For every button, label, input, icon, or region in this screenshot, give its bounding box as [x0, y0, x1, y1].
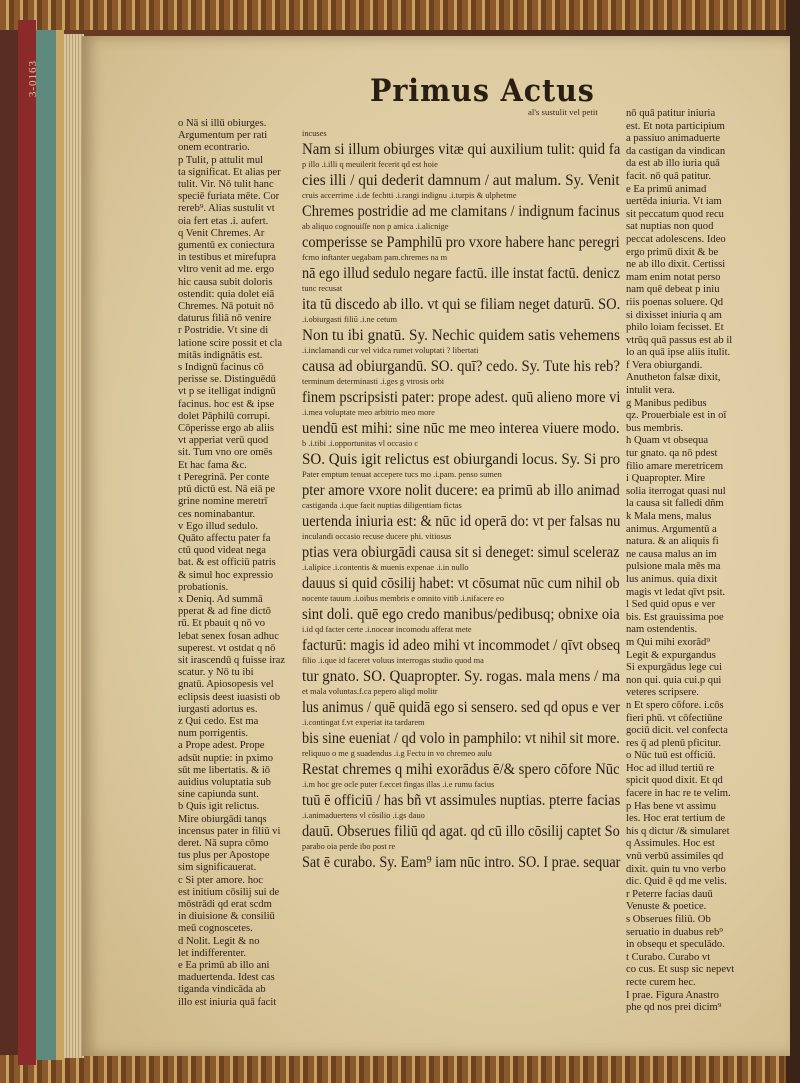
- commentary-line: c Si pter amore. hoc: [178, 874, 264, 886]
- commentary-line: la causa sit falledi dñm: [626, 498, 724, 510]
- main-text-line: uendū est mihi: sine nūc me meo interea viuere modo.: [302, 419, 620, 437]
- commentary-line: x Deniq. Ad summā: [178, 593, 263, 605]
- commentary-line: bat. & est officiū patris: [178, 557, 276, 569]
- commentary-line: scatur. y Nō tu ibi: [178, 667, 254, 679]
- commentary-line: gumentū ex coniectura: [178, 240, 275, 252]
- commentary-line: vt p se itelligat indignū: [178, 386, 276, 398]
- interlinear-gloss: inculandi occasio recuse ducere phi. vitiosus: [302, 532, 452, 541]
- commentary-line: maduertenda. Idest cas: [178, 972, 275, 984]
- commentary-line: in diuisione & consiliū: [178, 911, 275, 923]
- commentary-line: superest. vt ostdat q nō: [178, 642, 276, 654]
- main-text-line: finem pscripsisti pater: prope adest. quū alieno more vi: [302, 388, 621, 406]
- commentary-line: pulsione mala mēs ma: [626, 561, 721, 573]
- commentary-line: Mire obiurgādi tanqs: [178, 813, 267, 825]
- main-text-line: nā ego illud sedulo negare factū. ille instat factū. denicz: [302, 264, 620, 282]
- commentary-line: intulit vera.: [626, 385, 675, 397]
- commentary-line: incensus pater in filiū vi: [178, 825, 281, 837]
- commentary-line: phe qd nos prei dicim⁹: [626, 1002, 722, 1014]
- commentary-line: Anutheton falsæ dixit,: [626, 372, 721, 384]
- commentary-line: bus membris.: [626, 422, 684, 434]
- commentary-line: nō quā patitur iniuria: [626, 108, 716, 119]
- commentary-line: dolet Pāphilū corrupi.: [178, 410, 271, 422]
- commentary-line: I prae. Figura Anastro: [626, 989, 719, 1001]
- interlinear-gloss: ab aliquo cognouiſſe non p amica .i.alicnige: [302, 222, 449, 231]
- commentary-line: les. Hoc erat tertium de: [626, 813, 726, 825]
- commentary-line: tulit. Vir. Nō tulit hanc: [178, 179, 274, 191]
- main-text-line: facturū: magis id adeo mihi vt incommodet / qīvt obseq: [302, 636, 621, 654]
- commentary-line: v Ego illud sedulo.: [178, 520, 259, 532]
- interlinear-gloss: cruis accerrime .i.de fechtti .i.rangi indignu .i.turpis & ulphetme: [302, 191, 517, 200]
- commentary-line: sūt me libertatis. & iō: [178, 764, 271, 776]
- interlinear-gloss: incuses: [302, 129, 327, 138]
- commentary-line: adsūt nuptie: in pximo: [178, 752, 274, 764]
- commentary-line: q Venit Chremes. Ar: [178, 227, 265, 239]
- commentary-line: r Peterre facias dauū: [626, 888, 713, 900]
- commentary-line: a Prope adest. Prope: [178, 740, 265, 752]
- interlinear-gloss: .i.mea voluptate meo arbitrio meo more: [302, 408, 435, 417]
- commentary-line: ces nominabantur.: [178, 508, 256, 520]
- commentary-line: ostendit: quia dolet eiā: [178, 288, 275, 300]
- commentary-line: uertēda iniuria. Vt iam: [626, 196, 722, 208]
- commentary-line: est. Et nota participium: [626, 120, 725, 132]
- commentary-line: philo loiam fecisset. Et: [626, 322, 724, 334]
- commentary-line: auidius voluptatia sub: [178, 776, 271, 788]
- commentary-line: in testibus et mirefupra: [178, 252, 276, 264]
- commentary-line: da castigan da vindican: [626, 145, 726, 157]
- main-text-line: SO. Quis igit relictus est obiurgandi locus. Sy. Si pro: [302, 450, 621, 468]
- commentary-line: b Quis igit relictus.: [178, 801, 260, 813]
- interlinear-gloss: tunc recusat: [302, 284, 343, 293]
- commentary-line: gnatū. Apiosopesis vel: [178, 679, 274, 691]
- commentary-line: n Et spero cōfore. i.cōs: [626, 699, 724, 711]
- commentary-line: ne ab illo dixit. Certissi: [626, 259, 726, 271]
- commentary-line: animus. Argumentū a: [626, 523, 717, 535]
- interlinear-gloss: .i.m hoc gre ocle puter f.eccet fingas illas .i.e rumu facius: [302, 780, 495, 789]
- main-text-column: [302, 128, 620, 872]
- commentary-line: ptū dictū est. Nā eiā pe: [178, 484, 276, 496]
- main-text-line: ita tū discedo ab illo. vt qui se filiam neget daturū. SO.: [302, 295, 621, 313]
- main-text-line: Nam si illum obiurges vitæ qui auxilium tulit: quid fa: [302, 140, 621, 158]
- commentary-line: p Has bene vt assimu: [626, 800, 717, 812]
- main-text-line: causa ad obiurgandū. SO. quī? cedo. Sy. Tute his reb?: [302, 357, 620, 375]
- commentary-line: si dixisset iniuria q am: [626, 309, 722, 321]
- top-gloss: al's sustulit vel petit: [528, 107, 598, 117]
- commentary-line: Quāto affectu pater fa: [178, 532, 271, 544]
- main-text-line: tur gnato. SO. Quapropter. Sy. rogas. mala mens / ma: [302, 667, 621, 685]
- commentary-line: vltro venit ad me. ergo: [178, 264, 275, 276]
- commentary-line: riis poenas soluere. Qd: [626, 296, 724, 308]
- commentary-line: e Ea primū animad: [626, 183, 707, 195]
- commentary-line: seruatio in duabus reb⁹: [626, 926, 723, 938]
- commentary-line: mitās indignātis est.: [178, 349, 263, 361]
- commentary-line: vtrūq quā passus est ab il: [626, 334, 733, 346]
- commentary-line: d Nolit. Legit & no: [178, 935, 260, 947]
- main-text-line: comperisse se Pamphilū pro vxore habere hanc peregri: [302, 233, 620, 251]
- main-text-line: pter amore vxore nolit ducere: ea primū ab illo animad: [302, 481, 620, 499]
- commentary-line: ne causa malus an im: [626, 548, 717, 560]
- commentary-line: vt apperiat verū quod: [178, 435, 269, 447]
- interlinear-gloss: p illo .i.illi q meuilerit fecerit qd est hoie: [302, 160, 438, 169]
- commentary-line: vnū verbū assimiles qd: [626, 851, 724, 863]
- commentary-line: t Curabo. Curabo vt: [626, 951, 711, 963]
- commentary-line: recte curem hec.: [626, 976, 696, 988]
- commentary-line: nam quē debeat p iniu: [626, 284, 720, 296]
- commentary-line: mam enim notat perso: [626, 271, 721, 283]
- interlinear-gloss: Pater emptum tenuat accepere tucs mo .i.pam. penso sumen: [302, 470, 502, 479]
- interlinear-gloss: castiganda .i.que facit nuptias diligentiam fictas: [302, 501, 462, 510]
- commentary-line: ctū quod videat nega: [178, 545, 266, 557]
- commentary-line: sit. Tum vno ore omēs: [178, 447, 273, 459]
- commentary-line: ergo primū dixit & be: [626, 246, 719, 258]
- commentary-line: tus plus per Apostope: [178, 850, 270, 862]
- commentary-line: Legit & expurgandus: [626, 649, 716, 661]
- commentary-line: tur gnato. qa nō pdest: [626, 448, 718, 460]
- commentary-line: q Assimules. Hoc est: [626, 838, 715, 850]
- commentary-line: nam ostendentis.: [626, 624, 698, 636]
- running-title: Primus Actus: [370, 73, 595, 109]
- endpaper: [36, 30, 58, 1060]
- interlinear-gloss: .i.contingat f.vt experiat ita tardarem: [302, 718, 425, 727]
- commentary-line: deret. Nā supra cōmo: [178, 837, 269, 849]
- page-block-edges: [64, 34, 84, 1058]
- interlinear-gloss: b .i.tibi .i.opportunitas vl occasio c: [302, 439, 419, 448]
- commentary-line: & simul hoc expressio: [178, 569, 274, 581]
- commentary-line: Hoc ad illud tertiū re: [626, 762, 715, 774]
- commentary-line: sat nuptias non quod: [626, 221, 714, 233]
- commentary-line: dic. Quid ē qd me velis.: [626, 876, 727, 888]
- page-edge-gilt: [56, 30, 64, 1060]
- binding-spine: [18, 20, 36, 1065]
- commentary-line: tiganda vindicāda ab: [178, 984, 266, 996]
- commentary-line: sine capiunda sunt.: [178, 789, 259, 801]
- commentary-line: rū. Et pbauit q nō vo: [178, 618, 266, 630]
- interlinear-gloss: nocente tauum .i.oibus membris e omnito vitib .i.nifacere eo: [302, 594, 504, 603]
- commentary-line: Argumentum per rati: [178, 130, 268, 142]
- left-commentary-column: [178, 118, 290, 1009]
- shelfmark: 3-0163: [27, 60, 39, 98]
- commentary-line: h Quam vt obsequa: [626, 435, 709, 447]
- commentary-line: magis vt ledat qīvt psit.: [626, 586, 726, 598]
- commentary-line: r Postridie. Vt sine di: [178, 325, 269, 337]
- commentary-line: Cōperisse ergo ab aliis: [178, 423, 275, 435]
- commentary-line: facinus. hoc est & ipse: [178, 398, 275, 410]
- commentary-line: o Nūc tuū est officiū.: [626, 750, 716, 762]
- main-text-line: Chremes postridie ad me clamitans / indignum facinus: [302, 202, 620, 220]
- commentary-line: daturus filiā nō venire: [178, 313, 272, 325]
- commentary-line: peccat adolescens. Ideo: [626, 233, 726, 245]
- commentary-line: perisse se. Distinguēdū: [178, 374, 276, 386]
- commentary-line: s Indignū facinus cō: [178, 362, 264, 374]
- commentary-line: o Nā si illū obiurges.: [178, 118, 267, 129]
- main-text-line: tuū ē officiū / has bñ vt assimules nuptias. pterre facias: [302, 791, 621, 809]
- interlinear-gloss: i.id qd facter certe .i.nocear incomodu afferat mete: [302, 625, 472, 634]
- commentary-line: rereb⁹. Alias sustulit vt: [178, 203, 275, 215]
- commentary-line: bis. Est grauissima poe: [626, 611, 724, 623]
- commentary-line: pperat & ad fine dictō: [178, 606, 271, 618]
- commentary-line: k Mala mens, malus: [626, 511, 712, 522]
- commentary-line: m Qui mihi exorād⁹: [626, 636, 711, 648]
- interlinear-gloss: .i.inclamandi cur vel vidca rumet voluptati ? libertati: [302, 346, 479, 355]
- interlinear-gloss: .i.animaduertens vl cōsilio .i.gs dauo: [302, 811, 425, 820]
- main-text-line: cies illi / qui dederit damnum / aut malum. Sy. Venit: [302, 171, 620, 189]
- commentary-line: t Peregrinā. Per conte: [178, 471, 270, 483]
- commentary-line: l Sed quid opus e ver: [626, 599, 716, 611]
- commentary-line: co cus. Et susp sic nepevt: [626, 964, 735, 976]
- interlinear-gloss: .i.obiurgasti filiū .i.ne cetum: [302, 315, 397, 324]
- main-text-line: lus animus / quē quidā ego si sensero. sed qd opus e ver: [302, 698, 621, 716]
- commentary-line: mōstrādi qd erat scdm: [178, 899, 272, 910]
- commentary-line: facere in hac re te velim.: [626, 788, 731, 800]
- commentary-line: est initium cōsilij sui de: [178, 886, 280, 898]
- commentary-line: Chremes. Nā potuit nō: [178, 301, 274, 313]
- main-text-line: sint doli. quē ego credo manibus/pedibusq; obnixe oia: [302, 605, 620, 623]
- commentary-line: sit irascendū q fuisse iraz: [178, 654, 286, 666]
- decorative-border-bottom: [0, 1055, 800, 1083]
- commentary-line: filio amare meretricem: [626, 460, 724, 472]
- commentary-line: probationis.: [178, 581, 229, 593]
- commentary-line: meū cognoscetes.: [178, 923, 253, 935]
- main-text-line: dauū. Obserues filiū qd agat. qd cū illo cōsilij captet So: [302, 822, 620, 840]
- interlinear-gloss: reliquuo o me g suadendus .i.g Fectu in vo chremeo aulu: [302, 749, 492, 758]
- commentary-line: sim significauerat.: [178, 862, 257, 874]
- commentary-line: gociū dicit. vel confecta: [626, 725, 728, 737]
- commentary-line: Et hac fama &c.: [178, 459, 247, 471]
- main-text-line: Non tu ibi gnatū. Sy. Nechic quidem satis vehemens: [302, 326, 620, 344]
- interlinear-gloss: filio .i.que id faceret voluus interrogas studio quod ma: [302, 656, 484, 665]
- commentary-line: ta significat. Et alias per: [178, 166, 281, 178]
- commentary-line: latione scire possit et cla: [178, 337, 283, 349]
- commentary-line: in obsequ et speculādo.: [626, 939, 725, 951]
- commentary-line: da est ab illo iuria quā: [626, 158, 720, 170]
- commentary-line: eclipsis deest iuasisti ob: [178, 691, 281, 703]
- decorative-border-top: [0, 0, 800, 30]
- main-text-line: Sat ē curabo. Sy. Eam⁹ iam nūc intro. SO. I prae. sequar: [302, 853, 621, 871]
- commentary-line: Venuste & poetice.: [626, 901, 707, 913]
- right-commentary-column: [626, 108, 742, 1015]
- commentary-line: z Qui cedo. Est ma: [178, 715, 259, 727]
- commentary-line: dixit. quin tu vno verbo: [626, 863, 726, 875]
- main-text-line: dauus si quid cōsilij habet: vt cōsumat nūc cum nihil ob: [302, 574, 620, 592]
- main-text-line: bis sine eueniat / qd volo in pamphilo: vt nihil sit more.: [302, 729, 620, 747]
- main-text-line: ptias vera obiurgādi causa sit si deneget: simul sceleraz: [302, 543, 620, 561]
- commentary-line: g Manibus pedibus: [626, 397, 707, 409]
- commentary-line: solia iterrogat quasi nul: [626, 485, 726, 497]
- main-text-line: Restat chremes q mihi exorādus ē/& spero cōfore Nūc: [302, 760, 620, 778]
- commentary-line: a passiuo animaduerte: [626, 133, 721, 145]
- commentary-line: his q dictur /& simularet: [626, 825, 730, 837]
- interlinear-gloss: fcmo inftanter uegabam pam.chremes na m: [302, 253, 448, 262]
- interlinear-gloss: parabo oia perde ibo post re: [302, 842, 396, 851]
- commentary-line: oia fert etas .i. aufert.: [178, 215, 269, 227]
- commentary-line: e Ea primū ab illo ani: [178, 960, 270, 972]
- commentary-line: spicit quod dixit. Et qd: [626, 775, 723, 787]
- commentary-line: lus animus. quia dixit: [626, 573, 718, 585]
- commentary-line: onem econtrario.: [178, 142, 250, 154]
- commentary-line: illo est iniuria quā facit: [178, 996, 277, 1008]
- commentary-line: veteres scripsere.: [626, 687, 699, 699]
- interlinear-gloss: terminum determinasti .i.ges g vtrosis orbi: [302, 377, 445, 386]
- commentary-line: p Tulit, p attulit mul: [178, 154, 264, 166]
- commentary-line: qz. Prouerbiale est in oī: [626, 410, 727, 422]
- commentary-line: fieri phū. vt cōfectiūne: [626, 712, 723, 724]
- interlinear-gloss: .i.alipice .i.contentis & muenis expenae .i.in nullo: [302, 563, 469, 572]
- commentary-line: lebat senex fosan adhuc: [178, 630, 279, 642]
- commentary-line: grine nomine meretrī: [178, 496, 268, 508]
- commentary-line: natura. & an aliquis fi: [626, 536, 719, 548]
- commentary-line: iurgasti adortus es.: [178, 703, 258, 715]
- commentary-line: f Vera obiurgandi.: [626, 359, 703, 371]
- commentary-line: let indifferenter.: [178, 947, 247, 959]
- commentary-line: Si expurgādus lege cui: [626, 662, 723, 674]
- interlinear-gloss: et mala voluntas.f.ca pepero aliqd molitr: [302, 687, 438, 696]
- main-text-line: uertenda iniuria est: & nūc id operā do: vt per falsas nu: [302, 512, 621, 530]
- commentary-line: lo an quā ipse aliis itulit.: [626, 347, 731, 359]
- commentary-line: num porrigentis.: [178, 728, 249, 740]
- commentary-line: sit peccatum quod recu: [626, 208, 724, 220]
- commentary-line: res q̄ ad plenū pficitur.: [626, 737, 722, 749]
- commentary-line: s Obserues filiū. Ob: [626, 914, 711, 925]
- commentary-line: facit. nō quā patitur.: [626, 170, 712, 182]
- commentary-line: speciē furiata mēte. Cor: [178, 191, 280, 203]
- commentary-line: hic causa subit doloris: [178, 276, 273, 288]
- commentary-line: i Quapropter. Mire: [626, 473, 706, 485]
- commentary-line: non qui. quia cui.p qui: [626, 674, 722, 686]
